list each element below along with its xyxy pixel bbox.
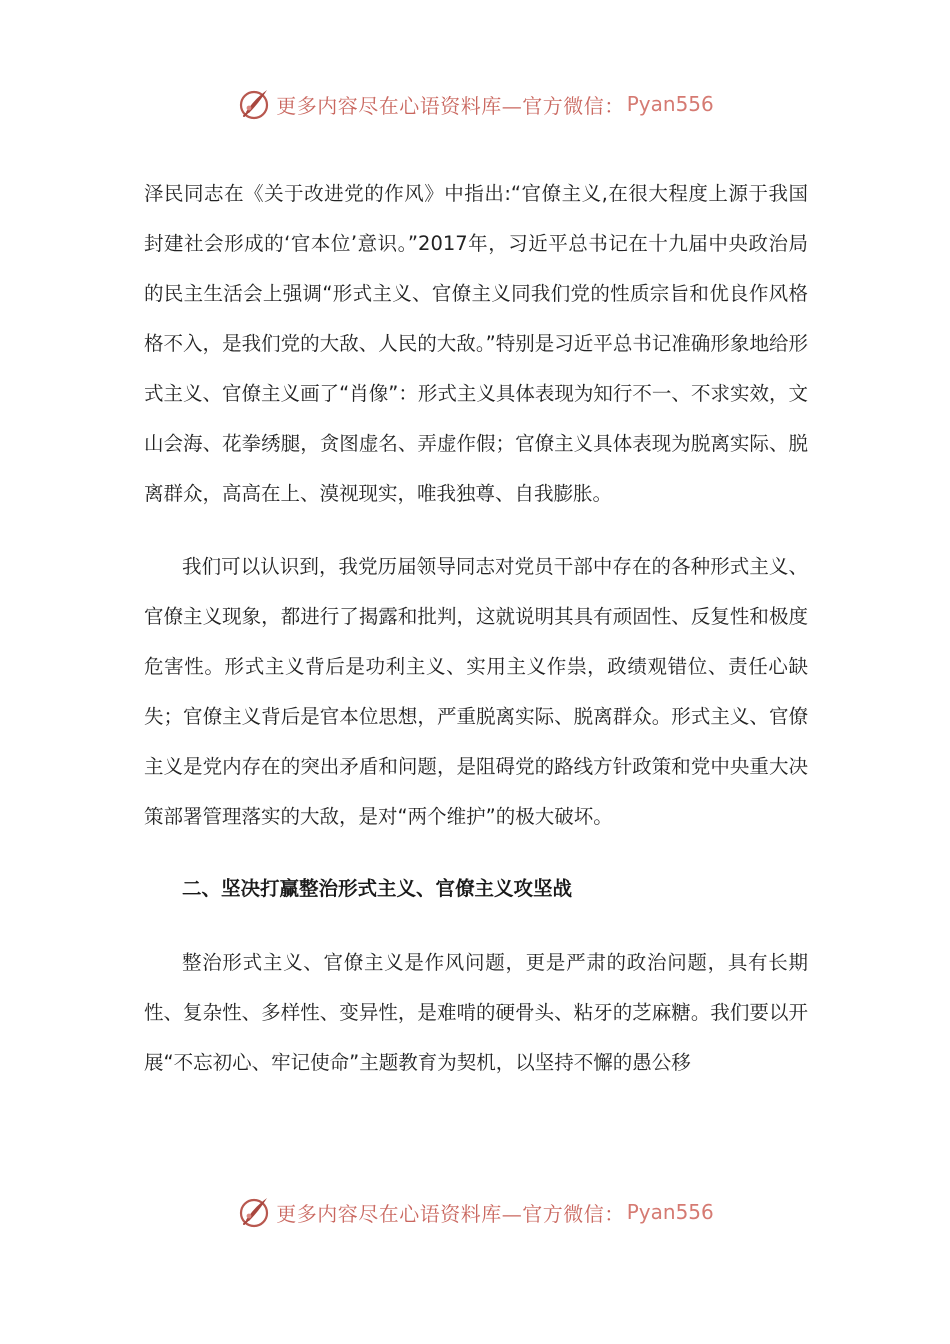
paragraph-1-block [144, 169, 808, 519]
quill-pen-logo-icon [236, 1194, 272, 1230]
section-heading: 二、坚决打赢整治形式主义、官僚主义攻坚战 [182, 877, 573, 900]
wechat-id: Pyan556 [626, 1200, 714, 1224]
paragraph-2-block [144, 542, 808, 842]
promo-text: 更多内容尽在心语资料库—官方微信： [276, 1201, 625, 1226]
header-banner [0, 84, 950, 124]
wechat-id: Pyan556 [626, 92, 714, 116]
paragraph-3-block [144, 938, 808, 1088]
paragraph-1: 泽民同志在《关于改进党的作风》中指出:“官僚主义,在很大程度上源于我国封建社会形成的‘官本位’意识。”2017年，习近平总书记在十九届中央政治局的民主生活会上强调“形式主义、官僚主义同我们党的性质宗旨和优良作风格格不入，是我们党的大敌、人民的大敌。”特别是习近平总书记准确形象地给形式主义、官僚主义画了“肖像”：形式主义具体表现为知行不一、不求实效，文山会海、花拳绣腿，贪图虚名、弄虚作假；官僚主义具体表现为脱离实际、脱离群众，高高在上、漠视现实，唯我独尊、自我膨胀。 [144, 182, 808, 505]
paragraph-3: 整治形式主义、官僚主义是作风问题，更是严肃的政治问题，具有长期性、复杂性、多样性、变异性，是难啃的硬骨头、粘牙的芝麻糖。我们要以开展“不忘初心、牢记使命”主题教育为契机，以坚持不懈的愚公移 [144, 951, 808, 1074]
paragraph-2: 我们可以认识到，我党历届领导同志对党员干部中存在的各种形式主义、官僚主义现象，都进行了揭露和批判，这就说明其具有顽固性、反复性和极度危害性。形式主义背后是功利主义、实用主义作祟，政绩观错位、责任心缺失；官僚主义背后是官本位思想，严重脱离实际、脱离群众。形式主义、官僚主义是党内存在的突出矛盾和问题，是阻碍党的路线方针政策和党中央重大决策部署管理落实的大敌，是对“两个维护”的极大破坏。 [144, 555, 808, 828]
quill-pen-logo-icon [236, 86, 272, 122]
footer-banner [0, 1192, 950, 1232]
promo-text: 更多内容尽在心语资料库—官方微信： [276, 93, 625, 118]
